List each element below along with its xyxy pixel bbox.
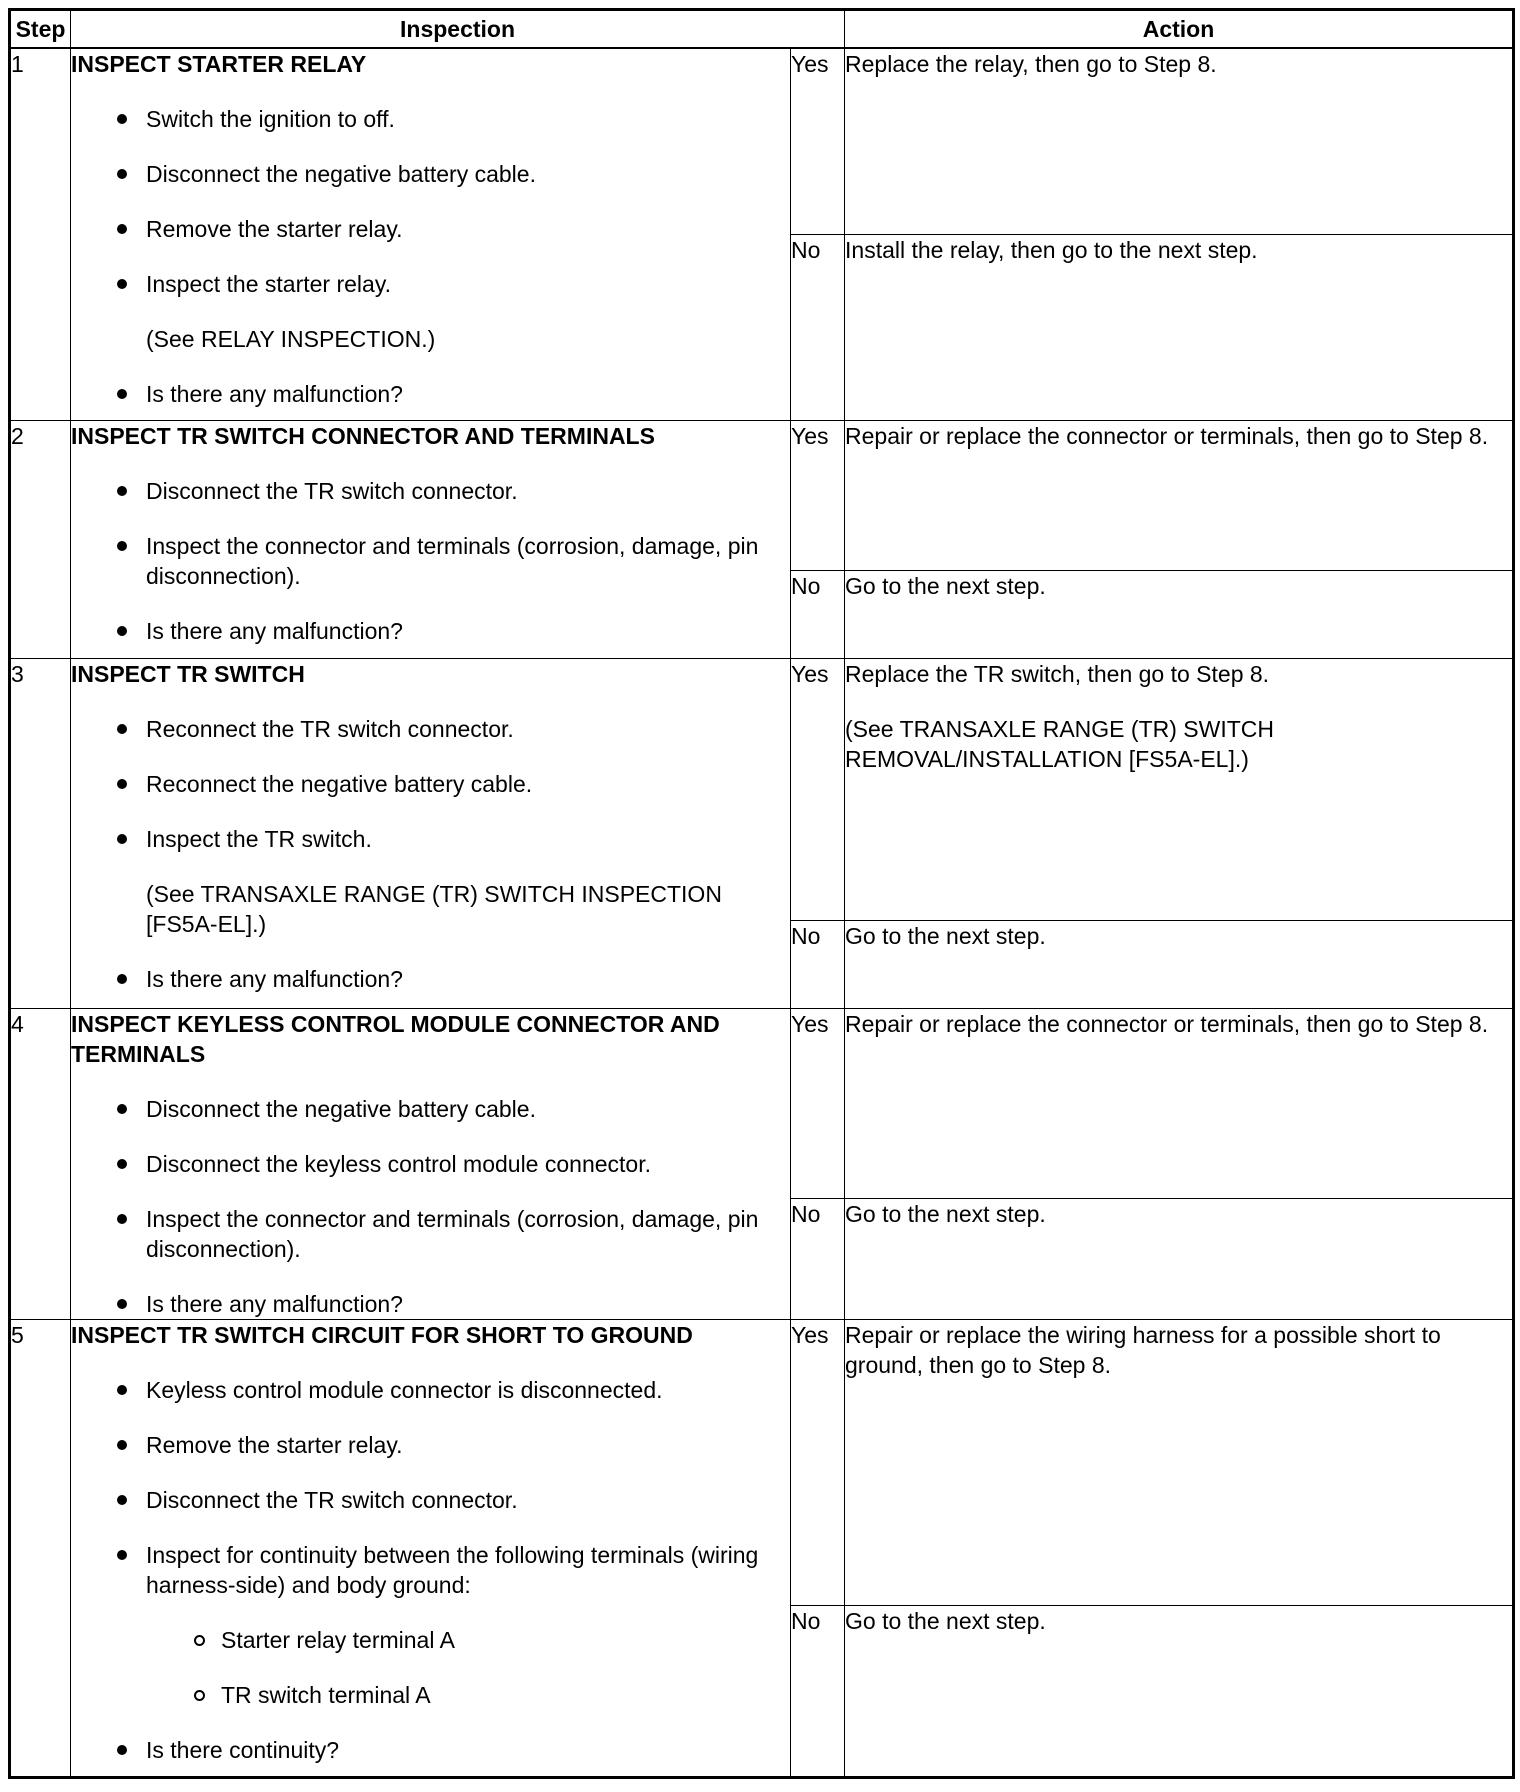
step-header: Step	[10, 10, 71, 49]
diagnostic-table	[8, 8, 1515, 1779]
action-text: Replace the TR switch, then go to Step 8.	[845, 660, 1270, 687]
list-item: Is there any malfunction?	[71, 616, 790, 646]
reference-note: (See TRANSAXLE RANGE (TR) SWITCH INSPECTION [FS5A-EL].)	[146, 880, 722, 937]
action-header: Action	[845, 10, 1514, 49]
inspection-list	[71, 1094, 790, 1319]
yes-action	[845, 658, 1514, 920]
action-text: Install the relay, then go to the next step.	[845, 236, 1258, 263]
inspection-title: INSPECT KEYLESS CONTROL MODULE CONNECTOR AND TERMINALS	[71, 1010, 720, 1067]
inspection-title: INSPECT TR SWITCH	[71, 660, 305, 687]
list-item: Remove the starter relay.	[71, 1430, 790, 1460]
header-row	[10, 10, 1514, 49]
sub-list-item: Starter relay terminal A	[71, 1625, 790, 1655]
list-item: Inspect the connector and terminals (corrosion, damage, pin disconnection).	[71, 1204, 790, 1264]
no-action	[845, 234, 1514, 420]
no-label: No	[791, 1199, 845, 1319]
list-item: Disconnect the TR switch connector.	[71, 1485, 790, 1515]
table-row	[10, 1008, 1514, 1199]
list-item: Disconnect the keyless control module connector.	[71, 1149, 790, 1179]
step-number: 4	[10, 1008, 71, 1319]
list-item: Switch the ignition to off.	[71, 104, 790, 134]
inspection-cell	[71, 48, 791, 420]
step-number: 5	[10, 1319, 71, 1777]
inspection-title: INSPECT STARTER RELAY	[71, 51, 367, 77]
yes-label: Yes	[791, 1008, 845, 1199]
step-number: 2	[10, 420, 71, 658]
yes-label: Yes	[791, 420, 845, 570]
table-row	[10, 420, 1514, 570]
list-item: Disconnect the TR switch connector.	[71, 476, 790, 506]
inspection-list	[71, 714, 790, 994]
list-item: Inspect for continuity between the following terminals (wiring harness-side) and body ground:	[71, 1540, 790, 1600]
yes-label: Yes	[791, 1319, 845, 1605]
action-text: Go to the next step.	[845, 922, 1046, 949]
step-number: 3	[10, 658, 71, 1008]
inspection-title: INSPECT TR SWITCH CIRCUIT FOR SHORT TO GROUND	[71, 1321, 693, 1348]
action-text: Repair or replace the connector or terminals, then go to Step 8.	[845, 1010, 1489, 1037]
sub-list-item: TR switch terminal A	[71, 1680, 790, 1710]
table-row	[10, 658, 1514, 920]
inspection-list	[71, 104, 790, 409]
action-text: Replace the relay, then go to Step 8.	[845, 51, 1217, 77]
action-text: (See TRANSAXLE RANGE (TR) SWITCH REMOVAL/INSTALLATION [FS5A-EL].)	[845, 715, 1274, 772]
inspection-header: Inspection	[71, 10, 845, 49]
inspection-cell	[71, 420, 791, 658]
no-label: No	[791, 234, 845, 420]
yes-action	[845, 1319, 1514, 1605]
list-item: Reconnect the TR switch connector.	[71, 714, 790, 744]
table-row	[10, 48, 1514, 234]
list-item: Inspect the TR switch.	[71, 824, 790, 854]
list-item: Remove the starter relay.	[71, 214, 790, 244]
list-item: Inspect the starter relay.	[71, 269, 790, 299]
list-item: Reconnect the negative battery cable.	[71, 769, 790, 799]
list-item: Disconnect the negative battery cable.	[71, 1094, 790, 1124]
inspection-list	[71, 476, 790, 646]
table-row	[10, 1319, 1514, 1605]
step-number: 1	[10, 48, 71, 420]
inspection-cell	[71, 1008, 791, 1319]
no-action	[845, 920, 1514, 1008]
no-label: No	[791, 1605, 845, 1777]
action-text: Repair or replace the connector or terminals, then go to Step 8.	[845, 422, 1489, 449]
no-action	[845, 1605, 1514, 1777]
list-item: Is there continuity?	[71, 1735, 790, 1765]
yes-label: Yes	[791, 658, 845, 920]
list-item: Is there any malfunction?	[71, 1289, 790, 1319]
yes-label: Yes	[791, 48, 845, 234]
action-text: Go to the next step.	[845, 1201, 1046, 1228]
inspection-cell	[71, 658, 791, 1008]
reference-note: (See RELAY INSPECTION.)	[146, 326, 436, 352]
list-item: Is there any malfunction?	[71, 964, 790, 994]
table-body	[10, 48, 1514, 1777]
action-text: Repair or replace the wiring harness for a possible short to ground, then go to Step 8.	[845, 1321, 1441, 1378]
yes-action	[845, 1008, 1514, 1199]
inspection-title: INSPECT TR SWITCH CONNECTOR AND TERMINALS	[71, 422, 655, 449]
list-item: Keyless control module connector is disconnected.	[71, 1375, 790, 1405]
no-label: No	[791, 570, 845, 658]
no-action	[845, 570, 1514, 658]
inspection-cell	[71, 1319, 791, 1777]
no-label: No	[791, 920, 845, 1008]
yes-action	[845, 48, 1514, 234]
action-text: Go to the next step.	[845, 1607, 1046, 1634]
list-item: Is there any malfunction?	[71, 379, 790, 409]
inspection-list	[71, 1375, 790, 1765]
action-text: Go to the next step.	[845, 572, 1046, 599]
list-item: Disconnect the negative battery cable.	[71, 159, 790, 189]
list-item: Inspect the connector and terminals (corrosion, damage, pin disconnection).	[71, 531, 790, 591]
yes-action	[845, 420, 1514, 570]
no-action	[845, 1199, 1514, 1319]
